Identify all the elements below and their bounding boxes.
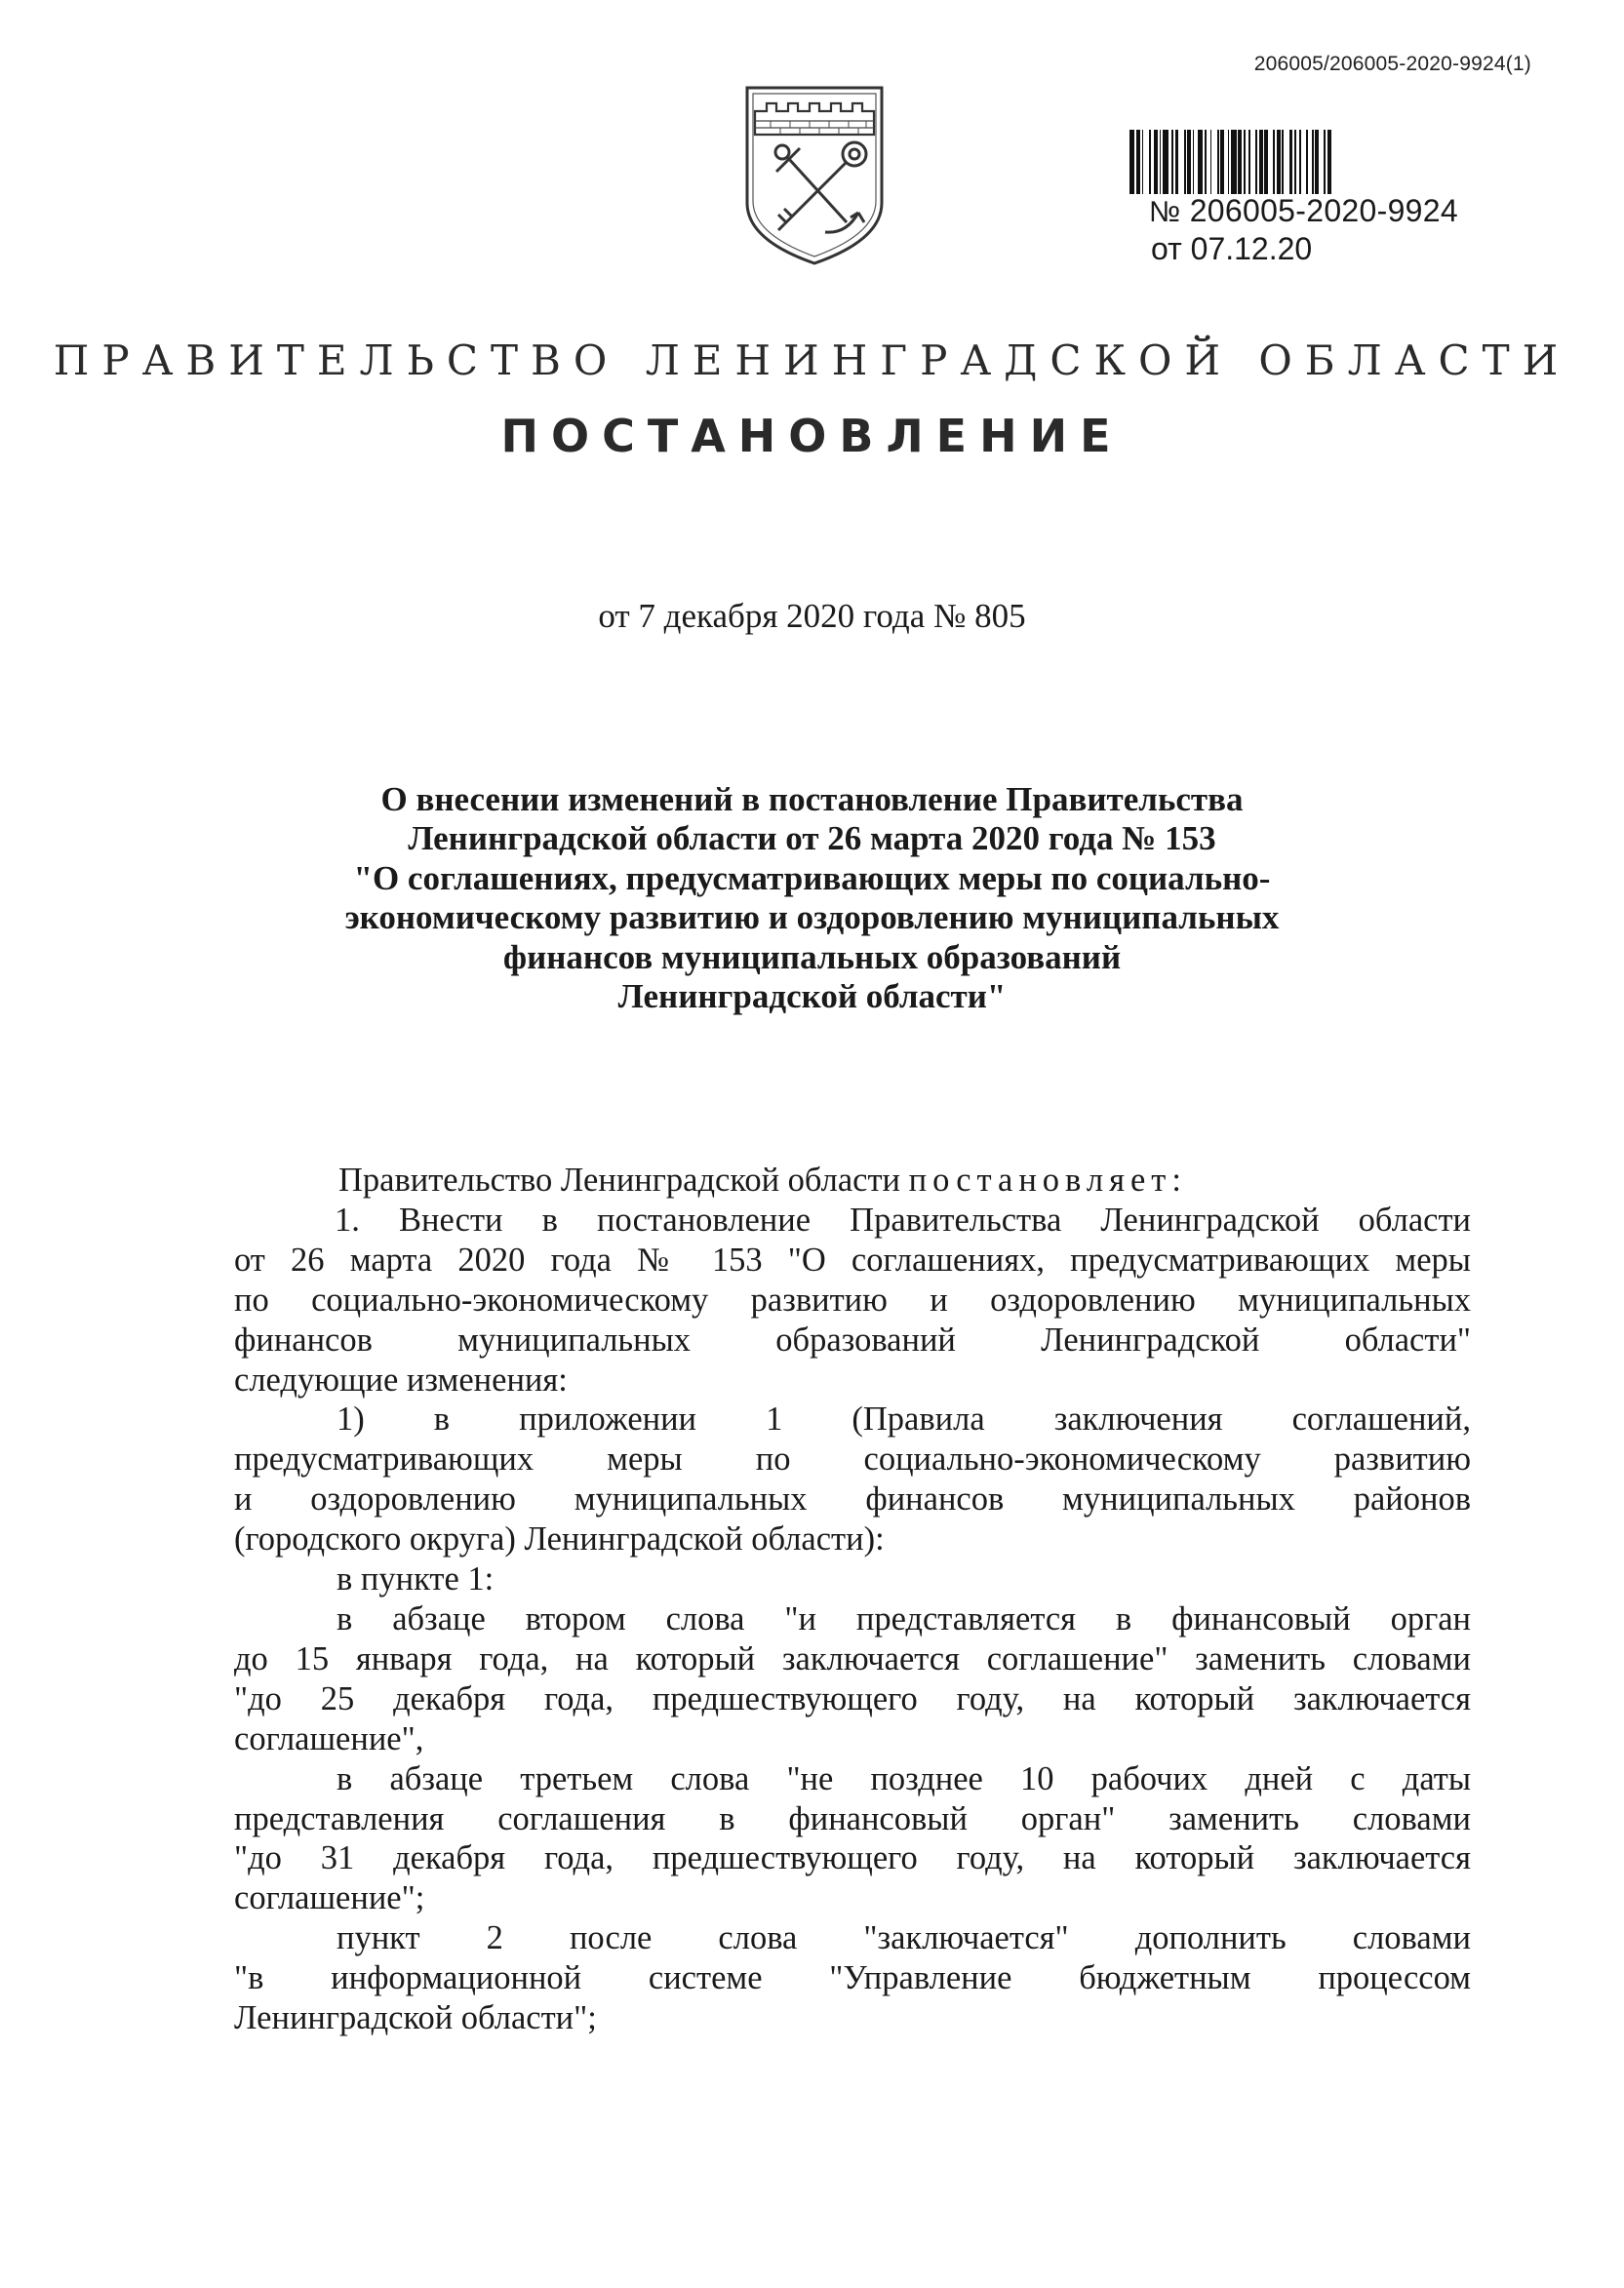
body-line: следующие изменения:: [234, 1361, 568, 1399]
registration-number-value: 206005-2020-9924: [1189, 193, 1458, 228]
document-type-title: ПОСТАНОВЛЕНИЕ: [500, 410, 1124, 462]
body-line: "в информационной системе "Управление бюджетным процессом: [234, 1959, 1471, 1997]
body-line: в абзаце втором слова "и представляется в финансовый орган: [337, 1599, 1471, 1637]
body-line: 1) в приложении 1 (Правила заключения соглашений,: [337, 1400, 1471, 1439]
body-line: до 15 января года, на который заключается соглашение" заменить словами: [234, 1639, 1471, 1677]
body-line: от 26 марта 2020 года № 153 "О соглашениях, предусматривающих меры: [234, 1241, 1471, 1279]
body-intro: [234, 1161, 1471, 1201]
body-line: пункт 2 после слова "заключается" дополнить словами: [337, 1919, 1471, 1957]
subject-line: "О соглашениях, предусматривающих меры по социально-: [353, 858, 1271, 897]
subject-line: О внесении изменений в постановление Правительства: [380, 780, 1244, 818]
decree-subject: [254, 780, 1370, 1016]
body-line: предусматривающих меры по социально-экономическому развитию: [234, 1440, 1471, 1479]
document-reference: 206005/206005-2020-9924(1): [1253, 53, 1531, 75]
body-line: соглашение",: [234, 1719, 424, 1757]
body-line: по социально-экономическому развитию и оздоровлению муниципальных: [234, 1281, 1471, 1319]
government-title: ПРАВИТЕЛЬСТВО ЛЕНИНГРАДСКОЙ ОБЛАСТИ: [53, 336, 1571, 384]
subject-line: Ленинградской области от 26 марта 2020 года № 153: [408, 819, 1216, 858]
body-line: "до 31 декабря года, предшествующего году, на который заключается: [234, 1839, 1471, 1877]
body-line: "до 25 декабря года, предшествующего году, на который заключается: [234, 1679, 1471, 1717]
body-line: в абзаце третьем слова "не позднее 10 рабочих дней с даты: [337, 1759, 1471, 1797]
body-intro-verb: постановляет:: [908, 1162, 1187, 1199]
registration-number: [1149, 193, 1458, 229]
subject-line: Ленинградской области": [617, 977, 1007, 1016]
body-line: представления соглашения в финансовый орган" заменить словами: [234, 1799, 1471, 1837]
registration-date: от 07.12.20: [1151, 231, 1313, 266]
subject-line: финансов муниципальных образований: [502, 937, 1122, 976]
coat-of-arms-emblem: [741, 76, 888, 267]
body-line: финансов муниципальных образований Ленинградской области": [234, 1321, 1471, 1359]
body-line: соглашение";: [234, 1879, 425, 1917]
body-line: и оздоровлению муниципальных финансов муниципальных районов: [234, 1480, 1471, 1519]
body-line: (городского округа) Ленинградской области):: [234, 1520, 885, 1558]
body-intro-text: Правительство Ленинградской области: [338, 1162, 901, 1199]
subject-line: экономическому развитию и оздоровлению муниципальных: [344, 898, 1280, 937]
body-line: Ленинградской области";: [234, 1999, 597, 2037]
decree-body: [234, 1161, 1471, 2038]
barcode-bar: [1331, 130, 1333, 194]
body-line: в пункте 1:: [337, 1560, 495, 1598]
barcode: [1129, 130, 1539, 194]
decree-date-number: от 7 декабря 2020 года № 805: [598, 597, 1026, 635]
number-sign: №: [1149, 196, 1181, 228]
body-line: 1. Внести в постановление Правительства Ленинградской области: [335, 1201, 1471, 1239]
